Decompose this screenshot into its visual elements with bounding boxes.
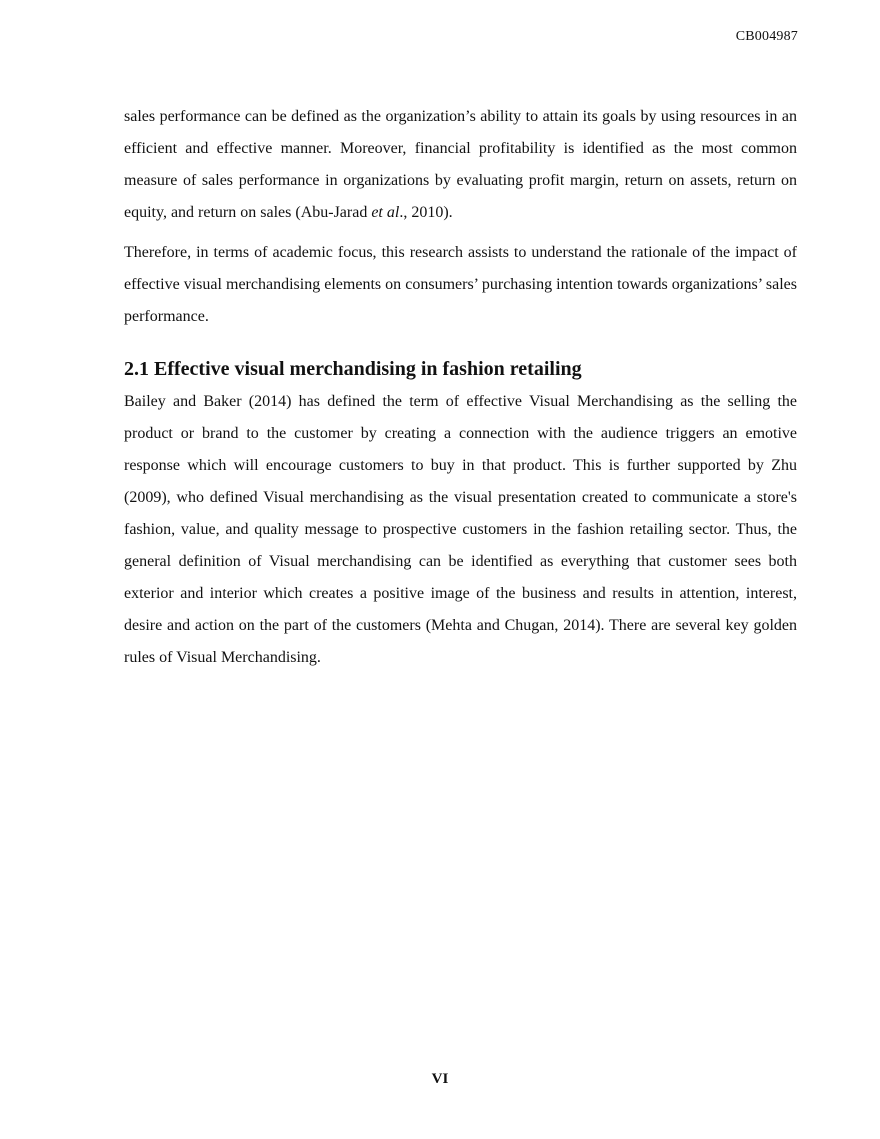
document-id: CB004987 bbox=[735, 29, 798, 44]
paragraph-visual-merchandising: Bailey and Baker (2014) has defined the term of effective Visual Merchandising as the selling the product or brand to the customer by creating a connection with the audience triggers an emotive response which will encourage customers to buy in that product. This is further supported by Zhu (2009), who defined Visual merchandising as the visual presentation created to communicate a store's fashion, value, and quality message to prospective customers in the fashion retailing sector. Thus, the general definition of Visual merchandising can be identified as everything that customer sees both exterior and interior which creates a positive image of the business and results in attention, interest, desire and action on the part of the customers (Mehta and Chugan, 2014). There are several key golden rules of Visual Merchandising. bbox=[124, 393, 797, 666]
section-heading: 2.1 Effective visual merchandising in fashion retailing bbox=[124, 358, 582, 380]
citation-et-al: et al bbox=[371, 204, 400, 221]
paragraph-sales-performance bbox=[124, 101, 797, 229]
paragraph-text-end: ., 2010). bbox=[399, 204, 453, 221]
page-content bbox=[124, 101, 797, 674]
page-number: VI bbox=[431, 1071, 449, 1087]
paragraph-academic-focus: Therefore, in terms of academic focus, this research assists to understand the rationale of the impact of effective visual merchandising elements on consumers’ purchasing intention towards organizations’ sales performance. bbox=[124, 244, 797, 325]
paragraph-text: sales performance can be defined as the organization’s ability to attain its goals by using resources in an efficient and effective manner. Moreover, financial profitability is identified as the most common measure of sales performance in organizations by evaluating profit margin, return on assets, return on equity, and return on sales (Abu-Jarad bbox=[124, 108, 797, 221]
